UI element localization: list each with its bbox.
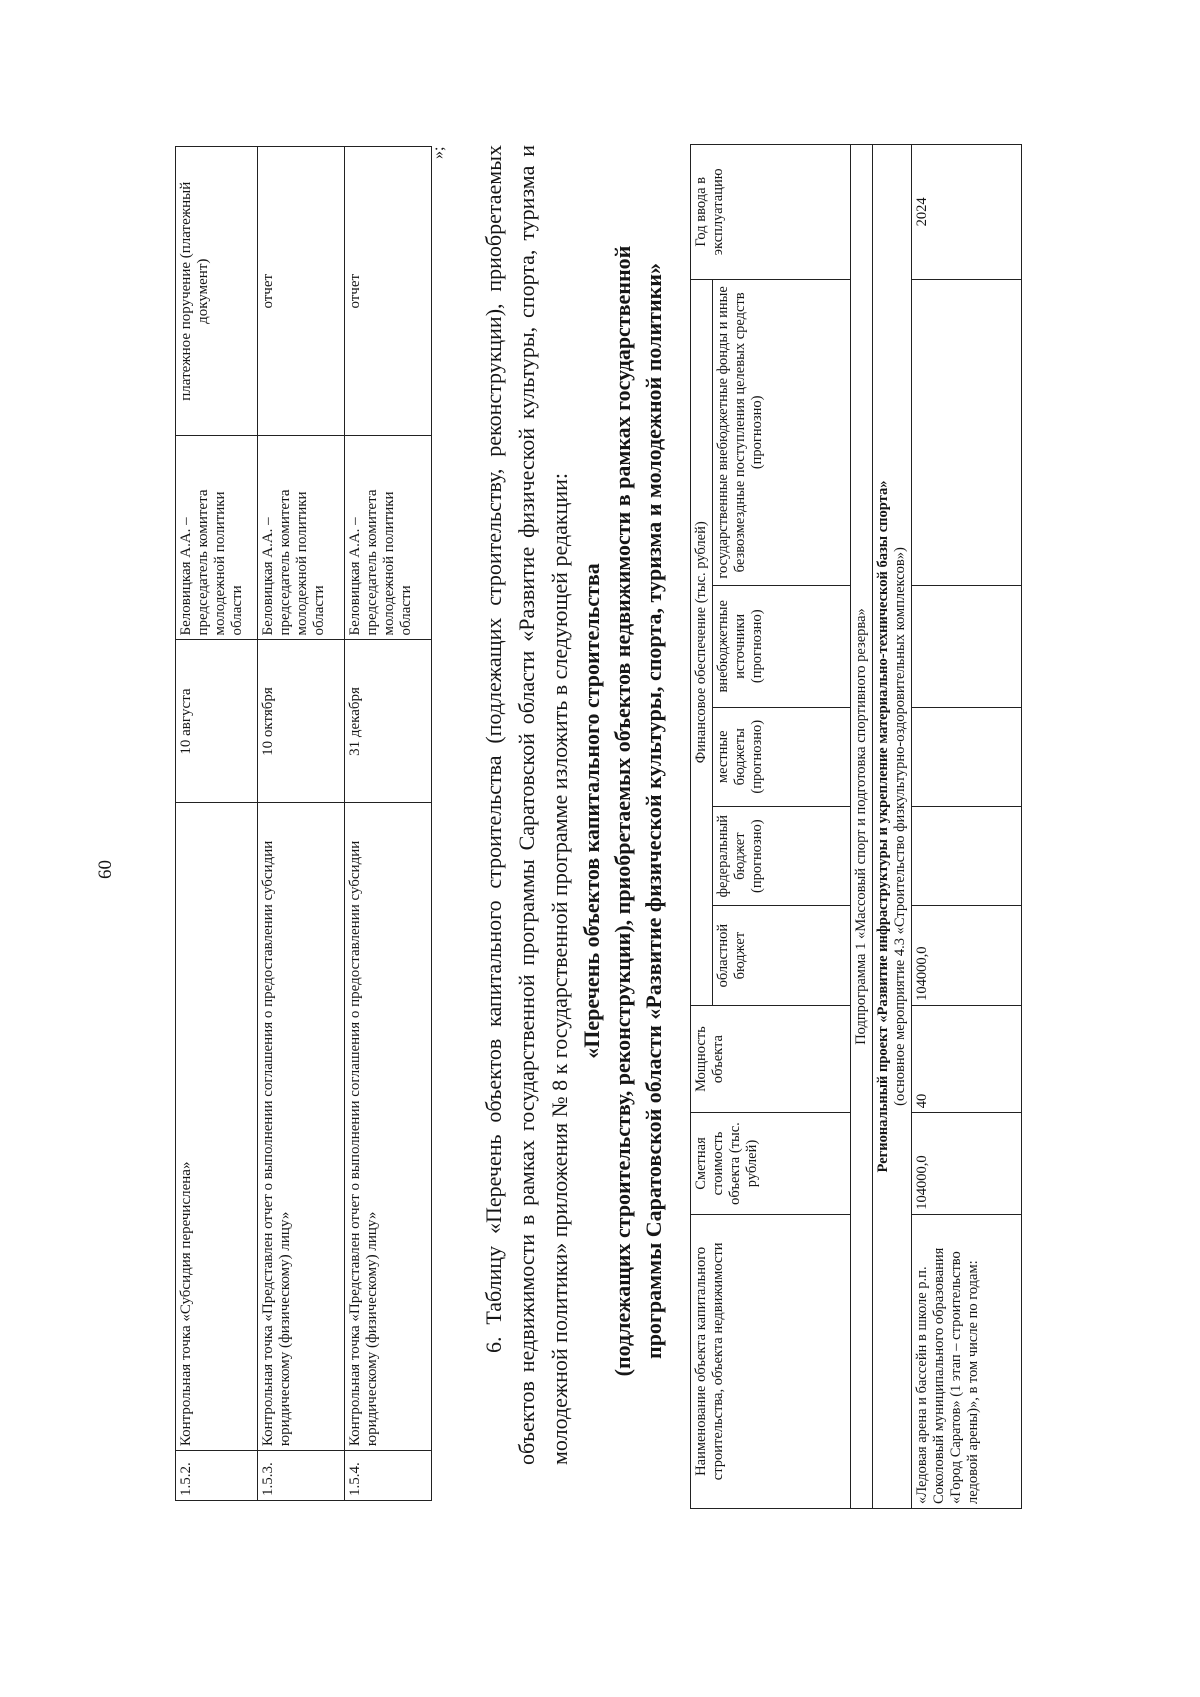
cp-responsible: Беловицкая А.А. – председатель комитета молодежной политики области (176, 436, 258, 640)
table-row (176, 147, 258, 1501)
object-capacity: 40 (912, 1005, 1022, 1112)
col-header-name: Наименование объекта капитального строительства, объекта недвижимости (691, 1214, 851, 1508)
cp-number: 1.5.3. (258, 1451, 345, 1501)
heading-line: «Перечень объектов капитального строительства (579, 563, 604, 1059)
object-local (912, 707, 1022, 806)
table-row (258, 147, 345, 1501)
object-regional: 104000,0 (912, 906, 1022, 1005)
cp-title: Контрольная точка «Представлен отчет о выполнении соглашения о предоставлении субсидии юридическому (физическому) лицу» (345, 803, 432, 1451)
cp-document: отчет (258, 147, 345, 436)
cp-responsible: Беловицкая А.А. – председатель комитета молодежной политики области (258, 436, 345, 640)
project-title-line: (основное мероприятие 4.3 «Строительство физкультурно-оздоровительных комплексов») (892, 547, 908, 1106)
object-name: «Ледовая арена и бассейн в школе р.п. Соколовый муниципального образования «Город Саратов» (1 этап – строительство ледовой арены)», в том числе по годам: (912, 1214, 1022, 1508)
control-points-table (175, 146, 432, 1501)
object-extrabudget (912, 586, 1022, 708)
cp-date: 10 октября (258, 640, 345, 803)
object-year: 2024 (912, 145, 1022, 280)
project-row (873, 145, 912, 1509)
col-header-federal: федеральный бюджет (прогнозно) (713, 806, 851, 905)
capital-objects-table (690, 144, 1022, 1509)
col-header-year: Год ввода в эксплуатацию (691, 145, 851, 280)
object-cost: 104000,0 (912, 1113, 1022, 1214)
table-row (345, 147, 432, 1501)
cp-date: 10 августа (176, 640, 258, 803)
col-header-regional: областной бюджет (713, 906, 851, 1005)
project-title-line: Региональный проект «Развитие инфраструктуры и укрепление материально-технической базы спорта» (875, 480, 891, 1173)
table-row (912, 145, 1022, 1509)
object-federal (912, 806, 1022, 905)
closing-quote-mark: »; (430, 146, 447, 159)
col-header-state-funds: государственные внебюджетные фонды и иные безвозмездные поступления целевых средств (прогнозно) (713, 279, 851, 585)
cp-title: Контрольная точка «Субсидия перечислена» (176, 803, 258, 1451)
col-header-extrabudget: внебюджетные источники (прогнозно) (713, 586, 851, 708)
cp-document: платежное поручение (платежный документ) (176, 147, 258, 436)
col-header-financing: Финансовое обеспечение (тыс. рублей) (691, 279, 713, 1005)
object-state-funds (912, 279, 1022, 585)
cp-document: отчет (345, 147, 432, 436)
cp-number: 1.5.4. (345, 1451, 432, 1501)
cp-number: 1.5.2. (176, 1451, 258, 1501)
page-number: 60 (95, 860, 116, 879)
table-header-row (691, 145, 713, 1509)
heading-line: программы Саратовской области «Развитие физической культуры, спорта, туризма и молодежной политики» (641, 263, 666, 1359)
project-title (873, 145, 912, 1509)
subprogram-title: Подпрограмма 1 «Массовый спорт и подготовка спортивного резерва» (851, 145, 873, 1509)
cp-responsible: Беловицкая А.А. – председатель комитета молодежной политики области (345, 436, 432, 640)
col-header-capacity: Мощность объекта (691, 1005, 851, 1112)
cp-title: Контрольная точка «Представлен отчет о выполнении соглашения о предоставлении субсидии юридическому (физическому) лицу» (258, 803, 345, 1451)
cp-date: 31 декабря (345, 640, 432, 803)
table-heading (576, 161, 669, 1461)
subprogram-row (851, 145, 873, 1509)
col-header-cost: Сметная стоимость объекта (тыс. рублей) (691, 1113, 851, 1214)
amendment-paragraph-text: 6. Таблицу «Перечень объектов капитального строительства (подлежащих строительству, реконструкции), приобретаемых объектов недвижимости в рамках государственной программы Саратовской области «Развитие физической культуры, спорта, туризма и молодежной политики» приложения № 8 к государственной программе изложить в следующей редакции: (481, 145, 572, 1465)
col-header-local: местные бюджеты (прогнозно) (713, 707, 851, 806)
heading-line: (подлежащих строительству, реконструкции), приобретаемых объектов недвижимости в рамках государственной (610, 245, 635, 1377)
amendment-paragraph (477, 145, 576, 1465)
